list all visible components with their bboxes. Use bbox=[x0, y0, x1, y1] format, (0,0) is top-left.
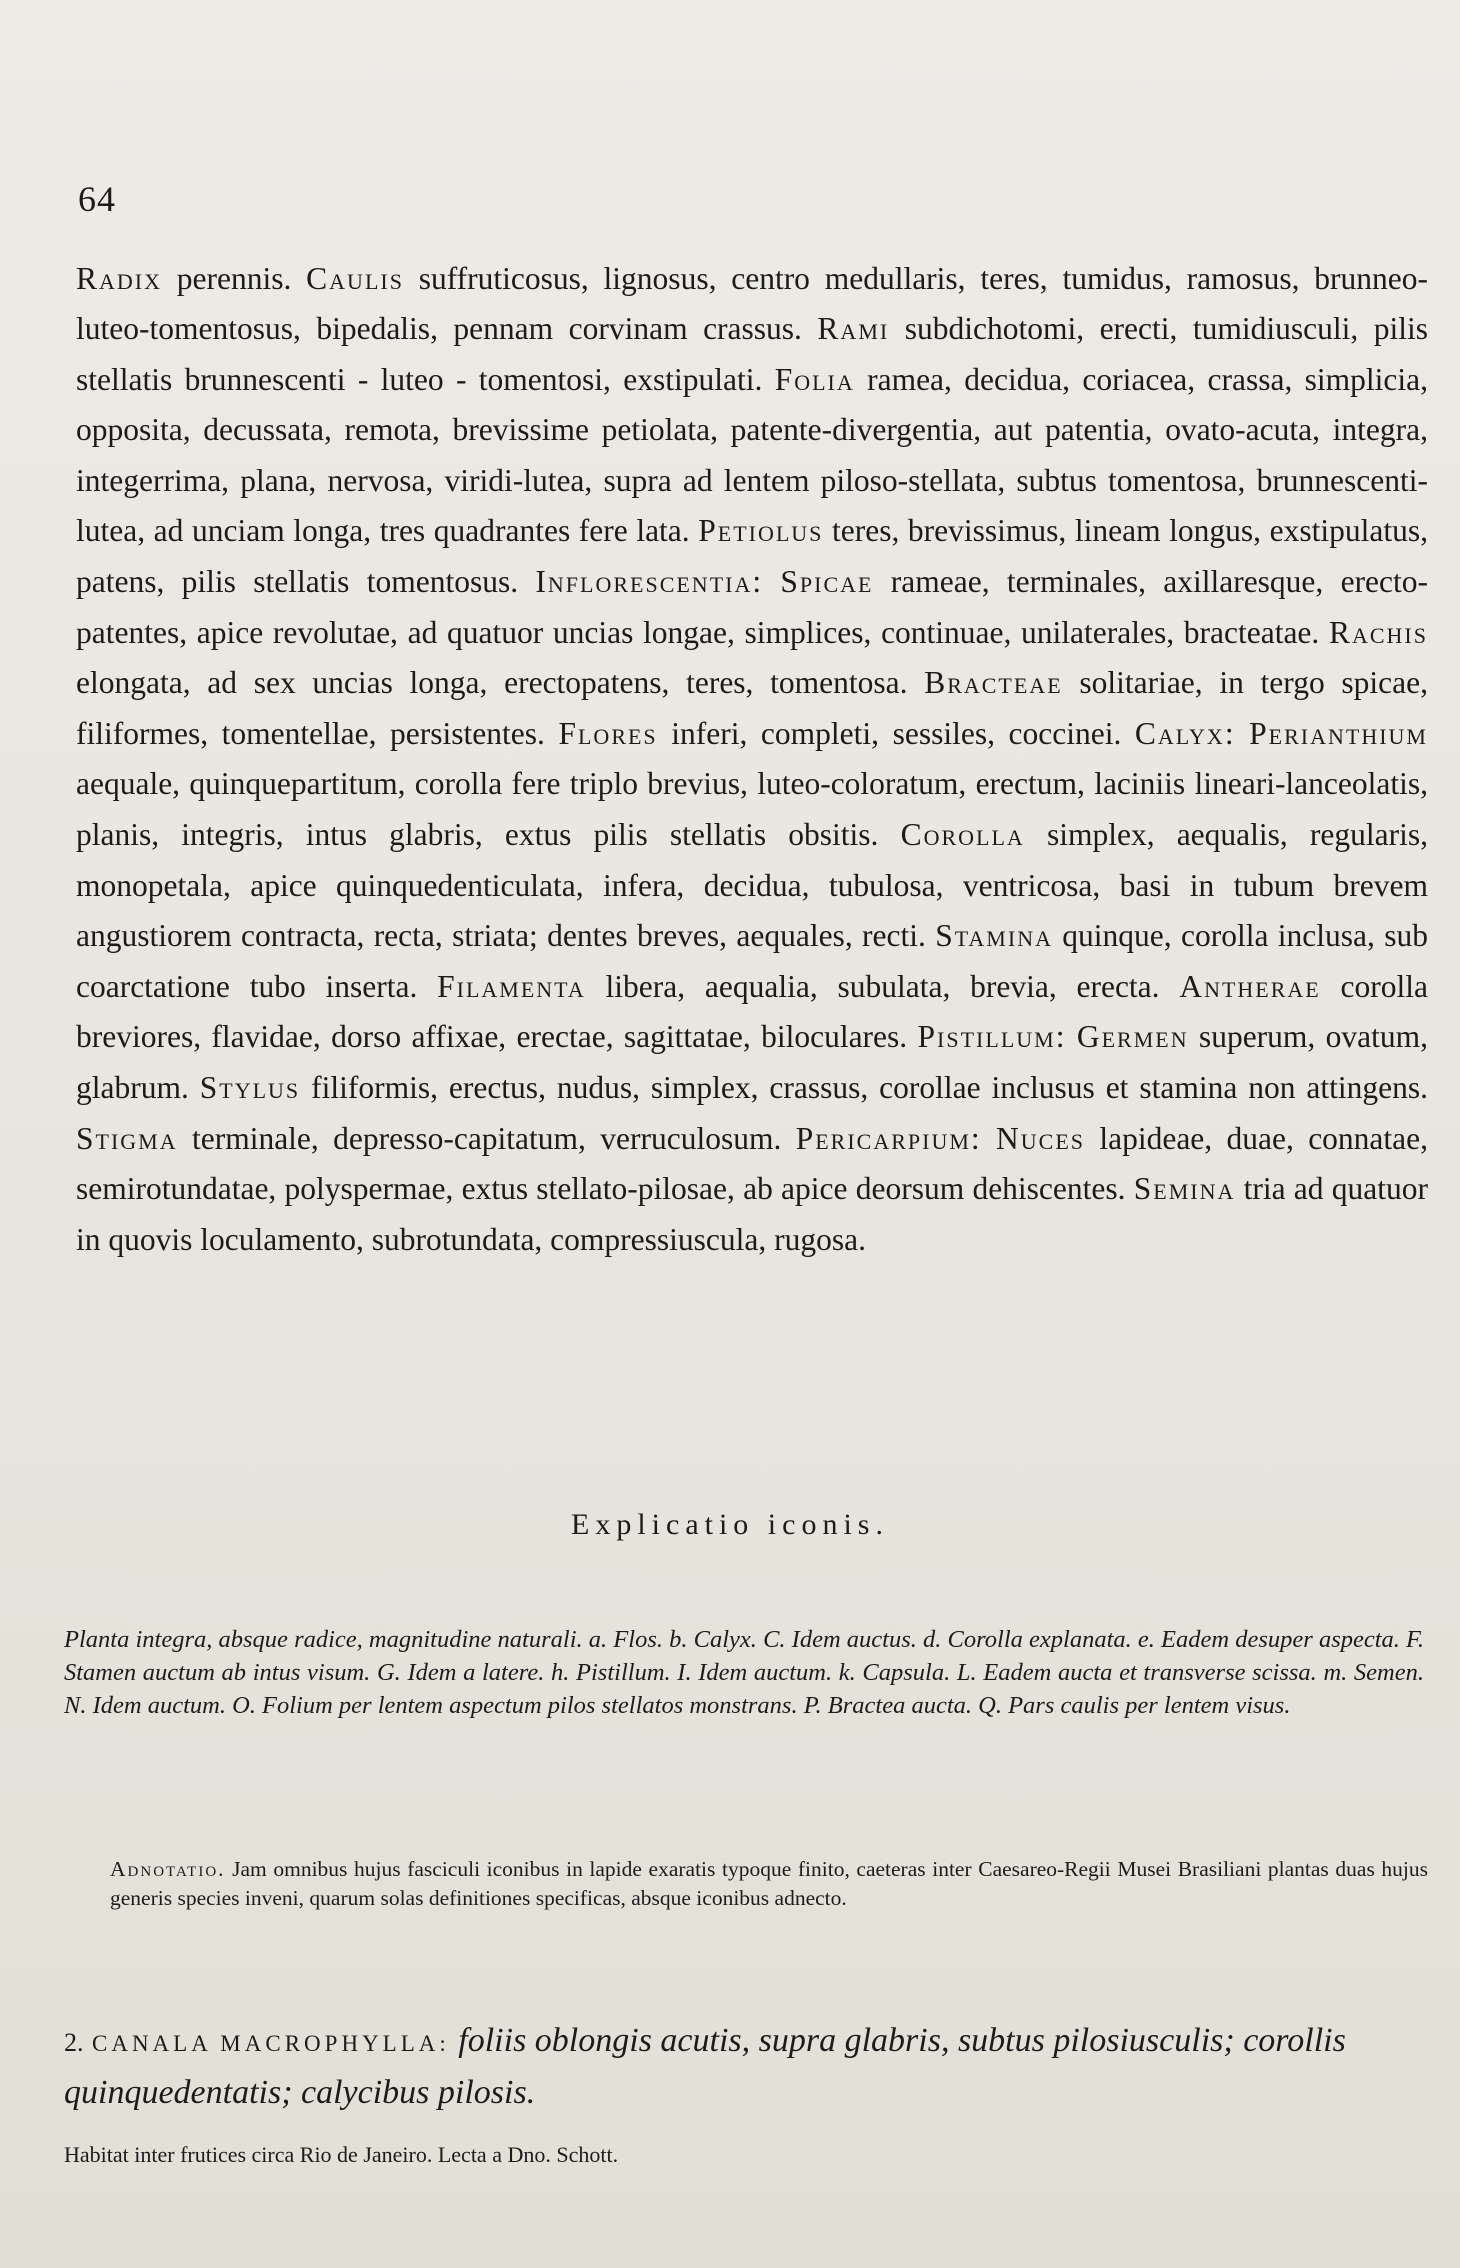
term-folia: Folia bbox=[774, 361, 855, 397]
term-petiolus: Petiolus bbox=[698, 513, 824, 549]
term-nuces: Nuces bbox=[996, 1120, 1086, 1156]
text-flores: inferi, completi, sessiles, coccinei. bbox=[657, 715, 1135, 751]
term-pericarpium: Pericarpium: bbox=[795, 1120, 982, 1156]
term-pistillum: Pistillum: bbox=[917, 1019, 1067, 1055]
text-bracteae: solitariae, in tergo spicae, filiformes, tomentellae, persistentes. bbox=[76, 665, 1428, 751]
adnotatio-label: Adnotatio. bbox=[110, 1856, 226, 1881]
term-stamina: Stamina bbox=[935, 918, 1053, 954]
text-perianthium: aequale, quinquepartitum, corolla fere triplo brevius, luteo-coloratum, erectum, laciniis lineari-lanceolatis, planis, integris, intus glabris, extus pilis stellatis obsitis. bbox=[76, 766, 1428, 853]
text-caulis: suffruticosus, lignosus, centro medullaris, teres, tumidus, ramosus, brunneo-luteo-tomentosus, bipedalis, pennam corvinam crassus. bbox=[76, 260, 1428, 347]
species-entry bbox=[64, 2016, 1424, 2117]
page-number: 64 bbox=[78, 179, 116, 219]
explicatio-iconis-text: Planta integra, absque radice, magnitudine naturali. a. Flos. b. Calyx. C. Idem auctus. d. Corolla explanata. e. Eadem desuper aspecta. F. Stamen auctum ab intus visum. G. Idem a latere. h. Pistillum. I. Idem auctum. k. Capsula. L. Eadem aucta et transverse scissa. m. Semen. N. Idem auctum. O. Folium per lentem aspectum pilos stellatos monstrans. P. Bractea aucta. Q. Pars caulis per lentem visus. bbox=[64, 1625, 1424, 1719]
term-radix: Radix bbox=[76, 260, 162, 296]
text-antherae: corolla breviores, flavidae, dorso affixae, erectae, sagittatae, biloculares. bbox=[76, 968, 1428, 1055]
term-stylus: Stylus bbox=[199, 1070, 301, 1105]
term-semina: Semina bbox=[1133, 1171, 1236, 1207]
species-diagnosis: foliis oblongis acutis, supra glabris, subtus pilosiusculis; corollis quinquedentatis; calycibus pilosis. bbox=[64, 2022, 1346, 2111]
term-rachis: Rachis bbox=[1328, 614, 1428, 650]
term-inflorescentia: Inflorescentia: bbox=[535, 564, 764, 600]
species-name: CANALA MACROPHYLLA: bbox=[92, 2031, 450, 2056]
text-germen: superum, ovatum, glabrum. bbox=[76, 1019, 1429, 1105]
term-germen: Germen bbox=[1076, 1019, 1189, 1055]
text-stamina: quinque, corolla inclusa, sub coarctatione tubo inserta. bbox=[76, 918, 1428, 1004]
term-perianthium: Perianthium bbox=[1249, 715, 1428, 751]
term-corolla: Corolla bbox=[900, 817, 1025, 853]
text-stigma: terminale, depresso-capitatum, verruculosum. bbox=[177, 1120, 796, 1156]
text-petiolus: teres, brevissimus, lineam longus, exstipulatus, patens, pilis stellatis tomentosus. bbox=[76, 513, 1428, 600]
species-number: 2. bbox=[64, 2028, 84, 2057]
species-description bbox=[76, 254, 1428, 1266]
adnotatio-text: Jam omnibus hujus fasciculi iconibus in lapide exaratis typoque finito, caeteras inter Caesareo-Regii Musei Brasiliani plantas duas hujus generis species inveni, quarum solas definitiones specificas, absque iconibus adnecto. bbox=[110, 1856, 1428, 1910]
text-folia: ramea, decidua, coriacea, crassa, simplicia, opposita, decussata, remota, brevissime petiolata, patente-divergentia, aut patentia, ovato-acuta, integra, integerrima, plana, nervosa, viridi-lutea, supra ad lentem piloso-stellata, subtus tomentosa, brunnescenti-lutea, ad unciam longa, tres quadrantes fere lata. bbox=[76, 361, 1429, 549]
adnotatio-note bbox=[110, 1855, 1428, 1913]
term-spicae: Spicae bbox=[780, 564, 874, 600]
text-rami: subdichotomi, erecti, tumidiusculi, pilis stellatis brunnescenti - luteo - tomentosi, exstipulati. bbox=[76, 311, 1428, 397]
text-filamenta: libera, aequalia, subulata, brevia, erecta. bbox=[585, 968, 1180, 1004]
text-spicae: rameae, terminales, axillaresque, erecto-patentes, apice revolutae, ad quatuor uncias longae, simplices, continuae, unilaterales, bracteatae. bbox=[76, 564, 1429, 650]
text-rachis: elongata, ad sex uncias longa, erectopatens, teres, tomentosa. bbox=[76, 665, 925, 701]
text-stylus: filiformis, erectus, nudus, simplex, crassus, corollae inclusus et stamina non attingens. bbox=[300, 1070, 1428, 1105]
term-filamenta: Filamenta bbox=[437, 968, 586, 1004]
term-stigma: Stigma bbox=[76, 1120, 178, 1156]
term-bracteae: Bracteae bbox=[924, 665, 1063, 701]
text-radix: perennis. bbox=[162, 260, 307, 296]
term-flores: Flores bbox=[558, 715, 658, 751]
text-semina: tria ad quatuor in quovis loculamento, subrotundata, compressiuscula, rugosa. bbox=[76, 1171, 1428, 1257]
term-antherae: Antherae bbox=[1179, 968, 1321, 1004]
term-rami: Rami bbox=[817, 311, 890, 347]
term-caulis: Caulis bbox=[306, 260, 404, 296]
text-nuces: lapideae, duae, connatae, semirotundatae, polyspermae, extus stellato-pilosae, ab apice deorsum dehiscentes. bbox=[76, 1120, 1429, 1207]
text-corolla: simplex, aequalis, regularis, monopetala, apice quinquedenticulata, infera, decidua, tubulosa, ventricosa, basi in tubum brevem angustiorem contracta, recta, striata; dentes breves, aequales, recti. bbox=[76, 817, 1428, 954]
term-calyx: Calyx: bbox=[1134, 715, 1236, 751]
explicatio-heading: Explicatio iconis. bbox=[571, 1508, 889, 1541]
habitat-note: Habitat inter frutices circa Rio de Janeiro. Lecta a Dno. Schott. bbox=[64, 2142, 619, 2167]
